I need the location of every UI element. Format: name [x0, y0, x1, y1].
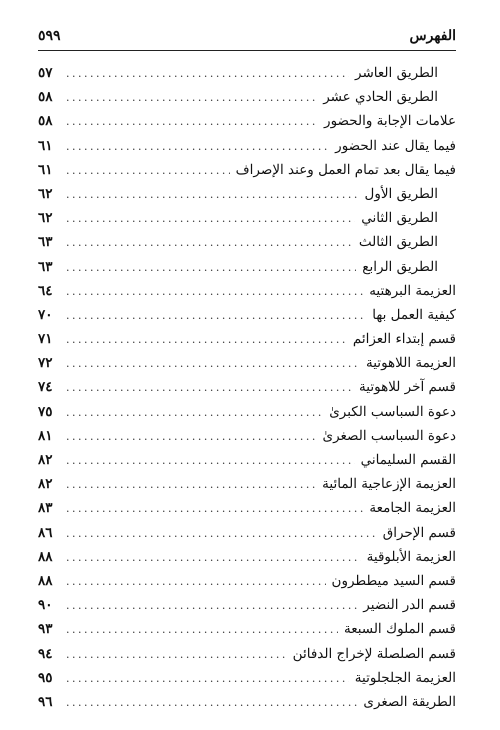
- toc-entry: [38, 621, 456, 645]
- toc-entry: [38, 259, 456, 283]
- dot-leader: [66, 696, 357, 709]
- toc-entry-page: ٧٥: [38, 403, 53, 420]
- toc-entry: [38, 186, 456, 210]
- header-rule: [38, 50, 456, 51]
- toc-entry-title: دعوة السباسب الصغرىٰ: [322, 427, 456, 444]
- toc-entry-page: ٦١: [38, 137, 53, 154]
- toc-entry-title: دعوة السباسب الكبرىٰ: [329, 403, 456, 420]
- toc-entry: [38, 113, 456, 137]
- dot-leader: [66, 623, 338, 636]
- toc-entry-page: ٦٢: [38, 185, 53, 202]
- toc-entry-page: ٦٣: [38, 234, 53, 251]
- toc-entry-title: علامات الإجابة والحضور: [324, 113, 456, 130]
- toc-entry: [38, 379, 456, 403]
- toc-entry-title: قسم الإحراق: [382, 524, 456, 541]
- toc-entry-page: ٧٢: [38, 355, 53, 372]
- toc-entry-page: ٨١: [38, 427, 53, 444]
- toc-entry-title: العزيمة اللاهوتية: [366, 355, 456, 372]
- toc-entry: [38, 162, 456, 186]
- dot-leader: [66, 430, 317, 443]
- toc-entry-page: ٩٦: [38, 693, 53, 710]
- dot-leader: [66, 236, 353, 249]
- dot-leader: [66, 212, 355, 225]
- toc-entry: [38, 210, 456, 234]
- toc-entry-title: الطريق الحادي عشر: [323, 89, 438, 106]
- header-page-number: ٥٩٩: [38, 28, 61, 44]
- toc-entry: [38, 89, 456, 113]
- dot-leader: [66, 502, 363, 515]
- dot-leader: [66, 672, 349, 685]
- running-header: [38, 22, 456, 44]
- toc-entry: [38, 549, 456, 573]
- dot-leader: [66, 140, 329, 153]
- toc-entry-title: القسم السليماني: [360, 452, 456, 468]
- toc-entry-title: كيفية العمل بها: [372, 306, 456, 323]
- dot-leader: [66, 454, 355, 467]
- toc-entry: [38, 500, 456, 524]
- toc-entry: [38, 355, 456, 379]
- dot-leader: [66, 357, 360, 370]
- toc-entry-page: ٧٠: [38, 306, 53, 323]
- toc-entry-page: ٥٨: [38, 113, 53, 130]
- dot-leader: [66, 91, 317, 104]
- toc-entry-title: فيما يقال عند الحضور: [335, 137, 456, 154]
- toc-entry-page: ٦٤: [38, 282, 53, 299]
- toc-entry: [38, 476, 456, 500]
- toc-entry-title: الطريق الثالث: [358, 234, 438, 251]
- toc-entry-title: قسم الملوك السبعة: [343, 621, 456, 638]
- toc-entry-page: ٩٥: [38, 669, 53, 686]
- toc-entry-page: ٨٦: [38, 524, 53, 541]
- toc-entry: [38, 331, 456, 355]
- dot-leader: [66, 188, 359, 201]
- toc-entry-title: قسم إبتداء العزائم: [352, 331, 456, 348]
- toc-entry-title: العزيمة الإزعاجية المائية: [322, 476, 456, 493]
- dot-leader: [66, 648, 287, 661]
- toc-entry-page: ٦٢: [38, 210, 53, 227]
- toc-entry: [38, 283, 456, 307]
- toc-entry-title: الطريق العاشر: [355, 65, 438, 81]
- toc-entry-page: ٧١: [38, 331, 53, 348]
- toc-entry-title: قسم السيد ميططرون: [331, 572, 456, 589]
- toc-entry: [38, 573, 456, 597]
- toc-entry-title: قسم آخر للاهوتية: [359, 379, 456, 396]
- dot-leader: [66, 551, 361, 564]
- toc-entry-page: ٩٠: [38, 597, 53, 614]
- toc-entry-title: الطريق الرابع: [362, 258, 438, 275]
- dot-leader: [66, 406, 323, 419]
- toc-entry-title: العزيمة البرهتيه: [369, 282, 456, 299]
- toc-entry-title: قسم الصلصلة لإخراج الدفائن: [292, 645, 456, 662]
- toc-entry-page: ٥٧: [38, 65, 53, 81]
- toc-entry: [38, 65, 456, 89]
- toc-entry-page: ٧٤: [38, 379, 53, 396]
- toc-entry-title: العزيمة الجلجلوتية: [354, 669, 456, 686]
- toc-entry: [38, 234, 456, 258]
- toc-entry-page: ٨٨: [38, 548, 53, 565]
- toc-entry-page: ٨٢: [38, 476, 53, 493]
- dot-leader: [66, 309, 366, 322]
- dot-leader: [66, 67, 349, 80]
- toc-entry-title: العزيمة الأبلوقية: [366, 548, 456, 565]
- toc-entry-page: ٦١: [38, 161, 53, 178]
- toc-entry: [38, 525, 456, 549]
- dot-leader: [66, 115, 318, 128]
- toc-entry-title: قسم الدر النضير: [363, 597, 456, 614]
- dot-leader: [66, 333, 347, 346]
- header-title: الفهرس: [409, 28, 456, 44]
- toc-entry-page: ٩٣: [38, 621, 53, 638]
- toc-entry-page: ٦٣: [38, 258, 53, 275]
- toc-entry: [38, 428, 456, 452]
- dot-leader: [66, 164, 230, 177]
- toc-entry: [38, 452, 456, 476]
- table-of-contents: [38, 65, 456, 718]
- dot-leader: [66, 575, 326, 588]
- toc-entry: [38, 138, 456, 162]
- dot-leader: [66, 381, 353, 394]
- dot-leader: [66, 478, 316, 491]
- dot-leader: [66, 261, 356, 274]
- toc-entry-title: الطريقة الصغرى: [363, 693, 456, 710]
- toc-entry-page: ٨٨: [38, 572, 53, 589]
- toc-entry: [38, 670, 456, 694]
- dot-leader: [66, 599, 357, 612]
- toc-entry: [38, 597, 456, 621]
- toc-entry-title: الطريق الثاني: [361, 210, 438, 227]
- toc-entry-page: ٨٣: [38, 500, 53, 517]
- dot-leader: [66, 285, 363, 298]
- toc-entry: [38, 404, 456, 428]
- toc-entry-title: الطريق الأول: [364, 185, 438, 202]
- toc-entry: [38, 307, 456, 331]
- dot-leader: [66, 527, 377, 540]
- toc-entry-title: العزيمة الجامعة: [369, 500, 456, 517]
- toc-entry-page: ٨٢: [38, 452, 53, 468]
- toc-entry: [38, 694, 456, 718]
- toc-entry-page: ٩٤: [38, 645, 53, 662]
- toc-entry: [38, 646, 456, 670]
- toc-entry-page: ٥٨: [38, 89, 53, 106]
- toc-entry-title: فيما يقال بعد تمام العمل وعند الإصراف: [235, 161, 456, 178]
